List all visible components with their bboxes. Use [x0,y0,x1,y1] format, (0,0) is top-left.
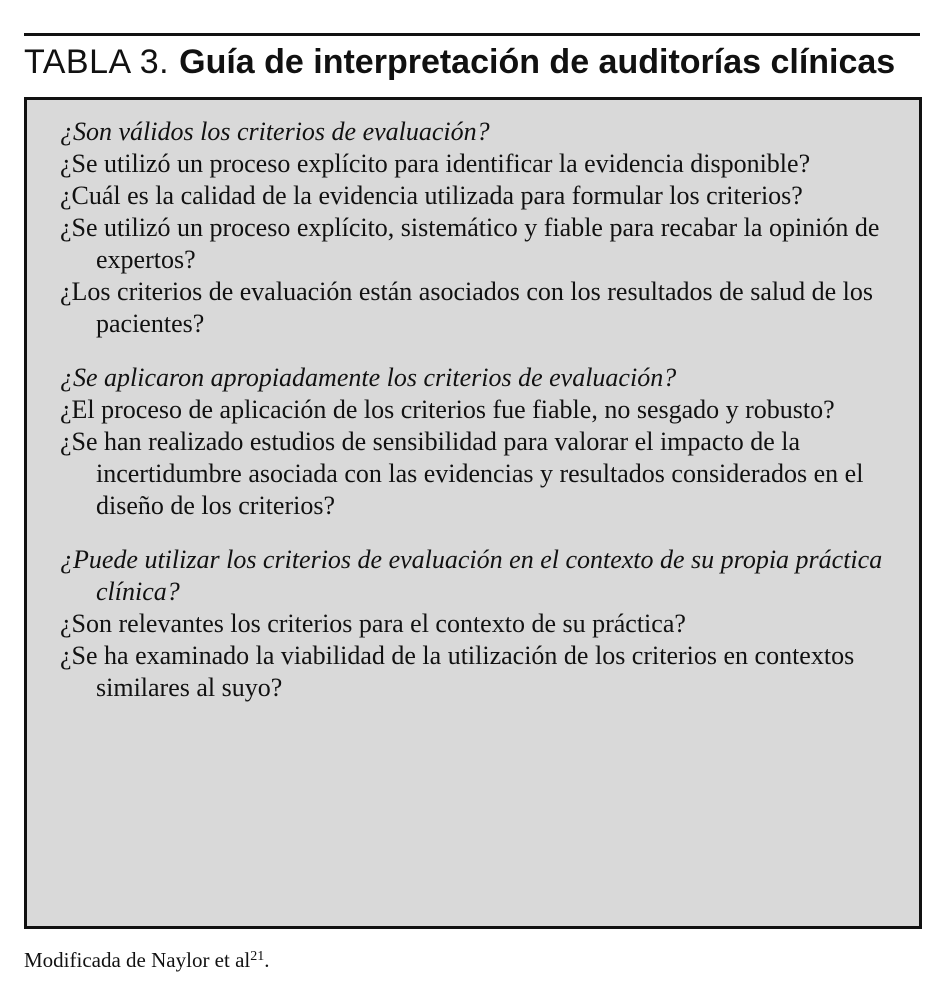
footnote-text: Modificada de Naylor et al [24,948,251,972]
footnote-reference: 21 [250,949,265,964]
table-heading: Guía de interpretación de auditorías clínicas [179,43,896,81]
question-item: ¿Cuál es la calidad de la evidencia utilizada para formular los criterios? [60,181,803,210]
table-footnote [24,946,270,974]
top-rule [24,33,920,36]
section-application [60,362,910,522]
question-item: ¿El proceso de aplicación de los criterios fue fiable, no sesgado y robusto? [60,395,835,424]
section-heading: ¿Se aplicaron apropiadamente los criterios de evaluación? [60,363,677,392]
section-heading: ¿Son válidos los criterios de evaluación? [60,117,490,146]
table-label: TABLA 3. [24,43,170,81]
footnote-end: . [264,948,270,972]
section-validity [60,116,910,340]
question-item: ¿Se ha examinado la viabilidad de la utilización de los criterios en contextos similares al suyo? [60,641,855,702]
section-heading: ¿Puede utilizar los criterios de evaluación en el contexto de su propia práctica clínica? [60,545,883,606]
table-content [60,116,910,704]
question-item: ¿Se han realizado estudios de sensibilidad para valorar el impacto de la incertidumbre asociada con las evidencias y resultados considerados en el diseño de los criterios? [60,427,864,520]
table-box [24,97,922,929]
table-title [24,40,920,84]
question-item: ¿Son relevantes los criterios para el contexto de su práctica? [60,609,686,638]
question-item: ¿Se utilizó un proceso explícito, sistemático y fiable para recabar la opinión de expertos? [60,213,880,274]
question-item: ¿Los criterios de evaluación están asociados con los resultados de salud de los pacientes? [60,277,873,338]
question-item: ¿Se utilizó un proceso explícito para identificar la evidencia disponible? [60,149,811,178]
section-context [60,544,910,704]
